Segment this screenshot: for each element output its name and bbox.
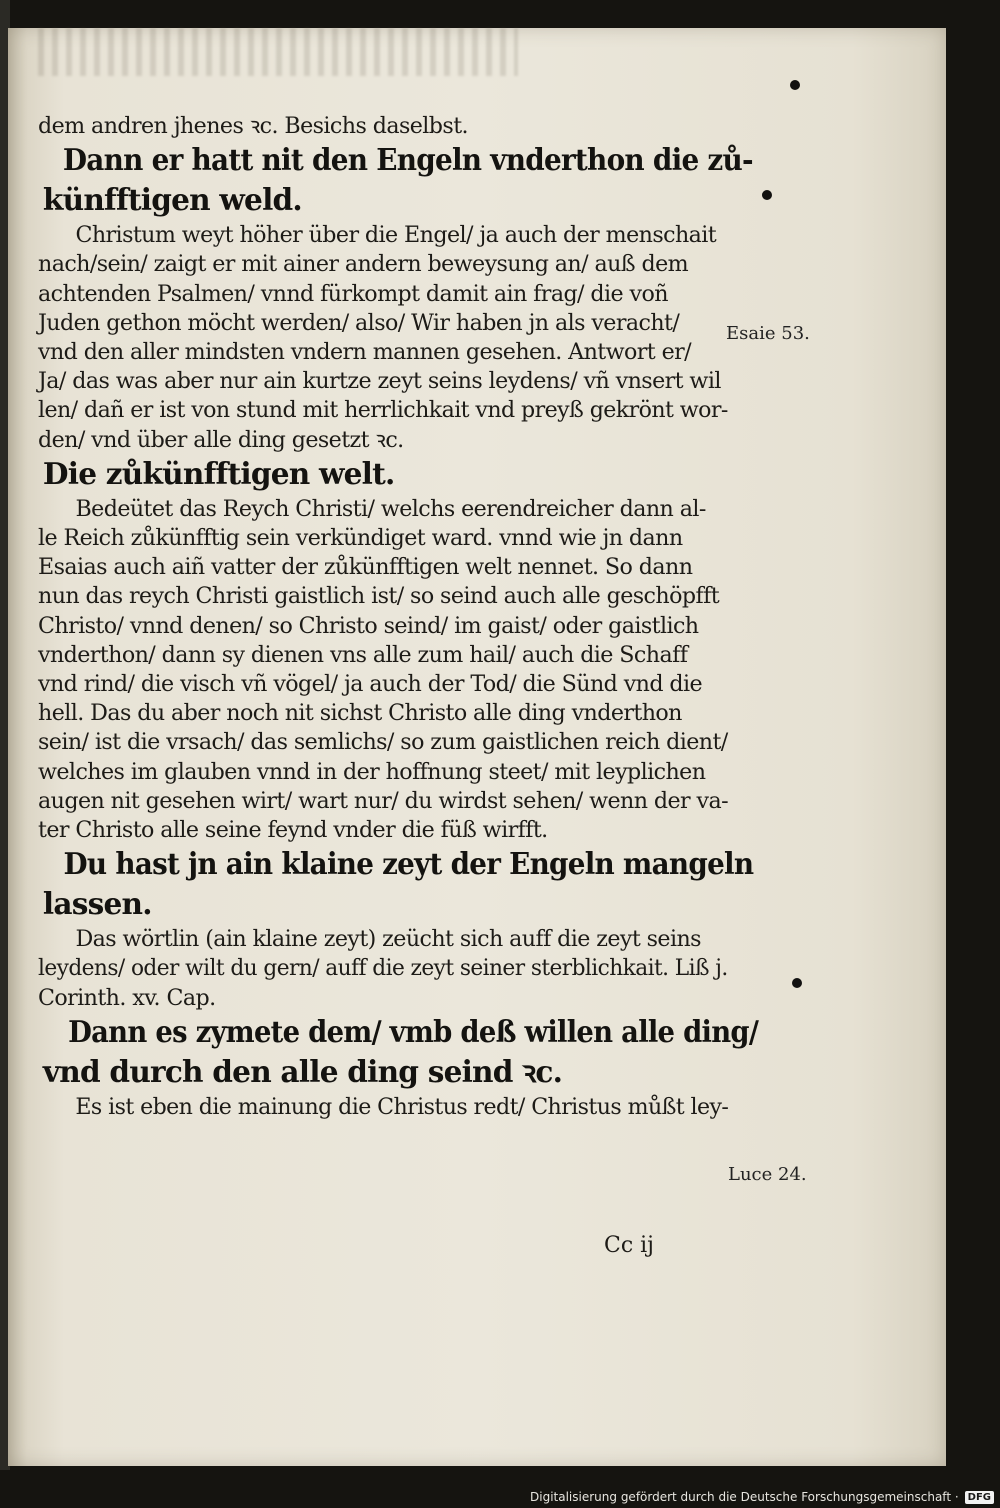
ink-dot [762,190,772,200]
text-line: Es ist eben die mainung die Christus redt/ Christus můßt ley- [75,1093,729,1120]
book-page [8,28,946,1466]
text-line: nach/sein/ zaigt er mit ainer andern beweysung an/ auß dem [38,251,689,278]
margin-note-esaie: Esaie 53. [726,323,810,344]
text-line: welches im glauben vnnd in der hoffnung steet/ mit leyplichen [38,758,706,785]
dfg-logo: DFG [965,1491,994,1504]
text-line: Bedeütet das Reych Christi/ welchs eerendreicher dann al- [75,495,706,522]
text-line: vnd rind/ die visch vñ vögel/ ja auch der Tod/ die Sünd vnd die [38,671,703,698]
text-line: Christo/ vnnd denen/ so Christo seind/ im gaist/ oder gaistlich [38,612,699,639]
section-heading: lassen. [42,887,152,923]
section-heading: künfftigen weld. [42,183,302,219]
text-line: le Reich zůkünfftig sein verkündiget ward. vnnd wie jn dann [38,525,683,552]
text-line: sein/ ist die vrsach/ das semlichs/ so zum gaistlichen reich dient/ [38,729,728,756]
text-line: dem andren jhenes ꝛc. Besichs daselbst. [38,113,468,139]
text-line: Juden gethon möcht werden/ also/ Wir haben jn als veracht/ [38,309,680,336]
page-text-block [38,112,759,1122]
section-heading: vnd durch den alle ding seind ꝛc. [42,1054,563,1090]
section-heading: Dann es zymete dem/ vmb deß willen alle ding/ [68,1014,759,1050]
text-line: leydens/ oder wilt du gern/ auff die zeyt seiner sterblichkait. Liß j. [38,955,728,982]
text-line: vnderthon/ dann sy dienen vns alle zum hail/ auch die Schaff [38,641,688,668]
digitization-footer [530,1490,994,1504]
ink-dot [790,80,800,90]
section-heading: Die zůkünfftigen welt. [42,456,395,492]
text-line: len/ dañ er ist von stund mit herrlichkait vnd preyß gekrönt wor- [38,397,728,424]
text-line: ter Christo alle seine feynd vnder die füß wirfft. [38,817,548,844]
section-heading: Dann er hatt nit den Engeln vnderthon die zů- [62,143,753,179]
ink-dot [792,978,802,988]
text-line: Ja/ das was aber nur ain kurtze zeyt seins leydens/ vñ vnsert wil [38,368,721,395]
margin-note-luce: Luce 24. [728,1164,807,1185]
text-line: Das wörtlin (ain klaine zeyt) zeücht sich auff die zeyt seins [75,926,701,953]
show-through-text [38,28,518,76]
text-line: augen nit gesehen wirt/ wart nur/ du wirdst sehen/ wenn der va- [38,787,729,814]
text-line: achtenden Psalmen/ vnnd fürkompt damit ain frag/ die voñ [38,280,668,307]
text-line: vnd den aller mindsten vndern mannen gesehen. Antwort er/ [38,339,692,366]
text-line: Esaias auch aiñ vatter der zůkünfftigen welt nennet. So dann [38,554,693,581]
catchword-signature: Cc ij [604,1233,655,1258]
text-line: den/ vnd über alle ding gesetzt ꝛc. [38,426,404,453]
text-line: Christum weyt höher über die Engel/ ja auch der menschait [75,222,717,249]
text-line: hell. Das du aber noch nit sichst Christo alle ding vnderthon [38,700,682,727]
text-line: Corinth. xv. Cap. [38,984,216,1011]
section-heading: Du hast jn ain klaine zeyt der Engeln mangeln [63,847,754,883]
footer-credit: Digitalisierung gefördert durch die Deutsche Forschungsgemeinschaft · [530,1490,959,1504]
text-line: nun das reych Christi gaistlich ist/ so seind auch alle geschöpfft [38,583,720,610]
